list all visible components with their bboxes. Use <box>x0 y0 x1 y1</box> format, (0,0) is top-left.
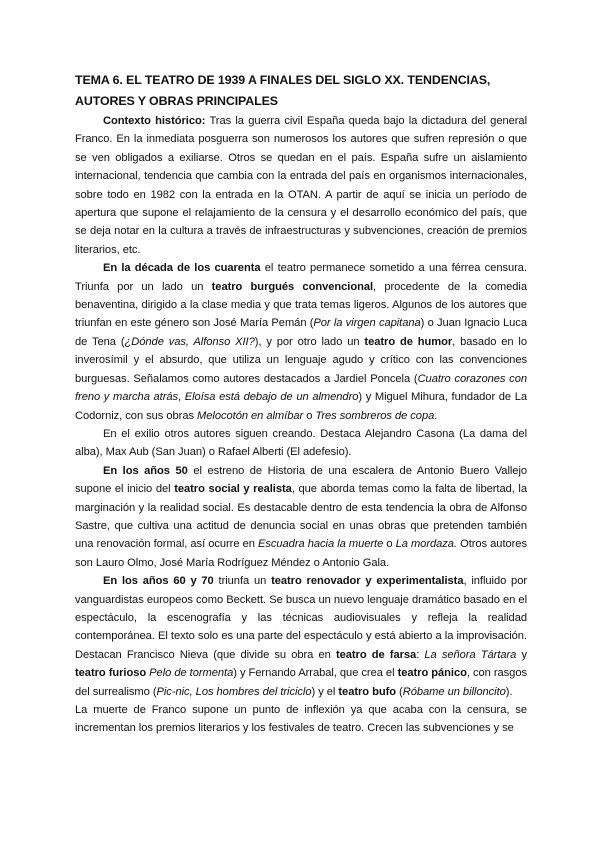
work-title: Tres sombreros de copa <box>315 409 435 422</box>
work-title: Escuadra hacia la muerte <box>257 538 384 551</box>
work-title: ¿Dónde vas, Alfonso XII? <box>124 335 255 348</box>
paragraph-fifties: En los años 50 el estreno de Historia de una escalera de Antonio Buero Vallejo supone el inicio del teatro social y realista, que aborda temas como la falta de libertad, la marginación y la realidad social. Es destacable dentro de esta tendencia la obra de Alfonso Sastre, que cultiva una actitud de denuncia social en unas obras que pretenden también una renovación formal, así ocurre en Escuadra hacia la muerte o La mordaza. Otros autores son Lauro Olmo, José María Rodríguez Méndez o Antonio Gala. <box>75 464 528 569</box>
paragraph-historical-context: Contexto histórico: Tras la guerra civil España queda bajo la dictadura del general Franco. En la inmediata posguerra son numerosos los autores que sufren represión o que se ven obligados a exiliarse. Otros se quedan en el país. España sufre un aislamiento internacional, tendencia que cambia con la entrada del país en organismos internacionales, sobre todo en 1982 con la entrada en la OTAN. A partir de aquí se inicia un período de apertura que supone el relajamiento de la censura y el desarrollo económico del país, que se deja notar en la cultura a través de infraestructuras y subvenciones, creación de premios literarios, etc. <box>75 115 527 256</box>
work-title: Eloísa está debajo de un almendro <box>184 391 359 404</box>
paragraph-sixties-seventies: En los años 60 y 70 triunfa un teatro renovador y experimentalista, influido por vanguardistas europeos como Beckett. Se busca un nuevo lenguaje dramático basado en el espectáculo, la escenografía y las técnicas audiovisuales y refleja la realidad contemporánea. El texto solo es una parte del espectáculo y está abierto a la improvisación. Destacan Francisco Nieva (que divide su obra en teatro de farsa: La señora Tártara y teatro furioso Pelo de tormenta) y Fernando Arrabal, que crea el teatro pánico, con rasgos del surrealismo (Pic-nic, Los hombres del triciclo) y el teatro bufo (Róbame un billoncito). <box>75 575 528 698</box>
paragraph-transition: La muerte de Franco supone un punto de inflexión ya que acaba con la censura, se incrementan los premios literarios y los festivales de teatro. Crecen las subvenciones y se <box>75 704 527 735</box>
document-title <box>75 70 527 112</box>
section-label: Contexto histórico: <box>103 115 206 127</box>
section-label: En los años 50 <box>103 464 188 477</box>
title-line-1: TEMA 6. EL TEATRO DE 1939 A FINALES DEL SIGLO XX. TENDENCIAS, <box>75 73 491 87</box>
work-title: Pelo de tormenta <box>149 667 234 680</box>
work-title: La mordaza. <box>395 538 457 551</box>
title-line-2: AUTORES Y OBRAS PRINCIPALES <box>75 94 278 108</box>
work-title: Melocotón en almíbar <box>197 409 304 422</box>
work-title: Pic-nic, Los hombres del triciclo <box>156 685 312 698</box>
paragraph-forties: En la década de los cuarenta el teatro permanece sometido a una férrea censura. Triunfa por un lado un teatro burgués convencional, procedente de la comedia benaventina, dirigido a la clase media y que trata temas ligeros. Algunos de los autores que triunfan en este género son José María Pemán (Por la virgen capitana) o Juan Ignacio Luca de Tena (¿Dónde vas, Alfonso XII?), y por otro lado un teatro de humor, basado en lo inverosímil y el absurdo, que utiliza un lenguaje agudo y crítico con las convenciones burguesas. Señalamos como autores destacados a Jardiel Poncela (Cuatro corazones con freno y marcha atrás, Eloísa está debajo de un almendro) y Miguel Mihura, fundador de La Codorniz, con sus obras Melocotón en almíbar o Tres sombreros de copa. <box>75 262 528 422</box>
work-title: La señora Tártara <box>424 648 517 661</box>
work-title: Cuatro corazones con freno y marcha atrás <box>75 372 527 404</box>
paragraph-exile: En el exilio otros autores siguen creando. Destaca Alejandro Casona (La dama del alba), Max Aub (San Juan) o Rafael Alberti (El adefesio). <box>75 427 527 459</box>
work-title: Por la virgen capitana <box>313 317 421 330</box>
section-label: En los años 60 y 70 <box>103 575 214 588</box>
section-label: En la década de los cuarenta <box>103 262 261 275</box>
work-title: Róbame un billoncito <box>402 685 506 698</box>
